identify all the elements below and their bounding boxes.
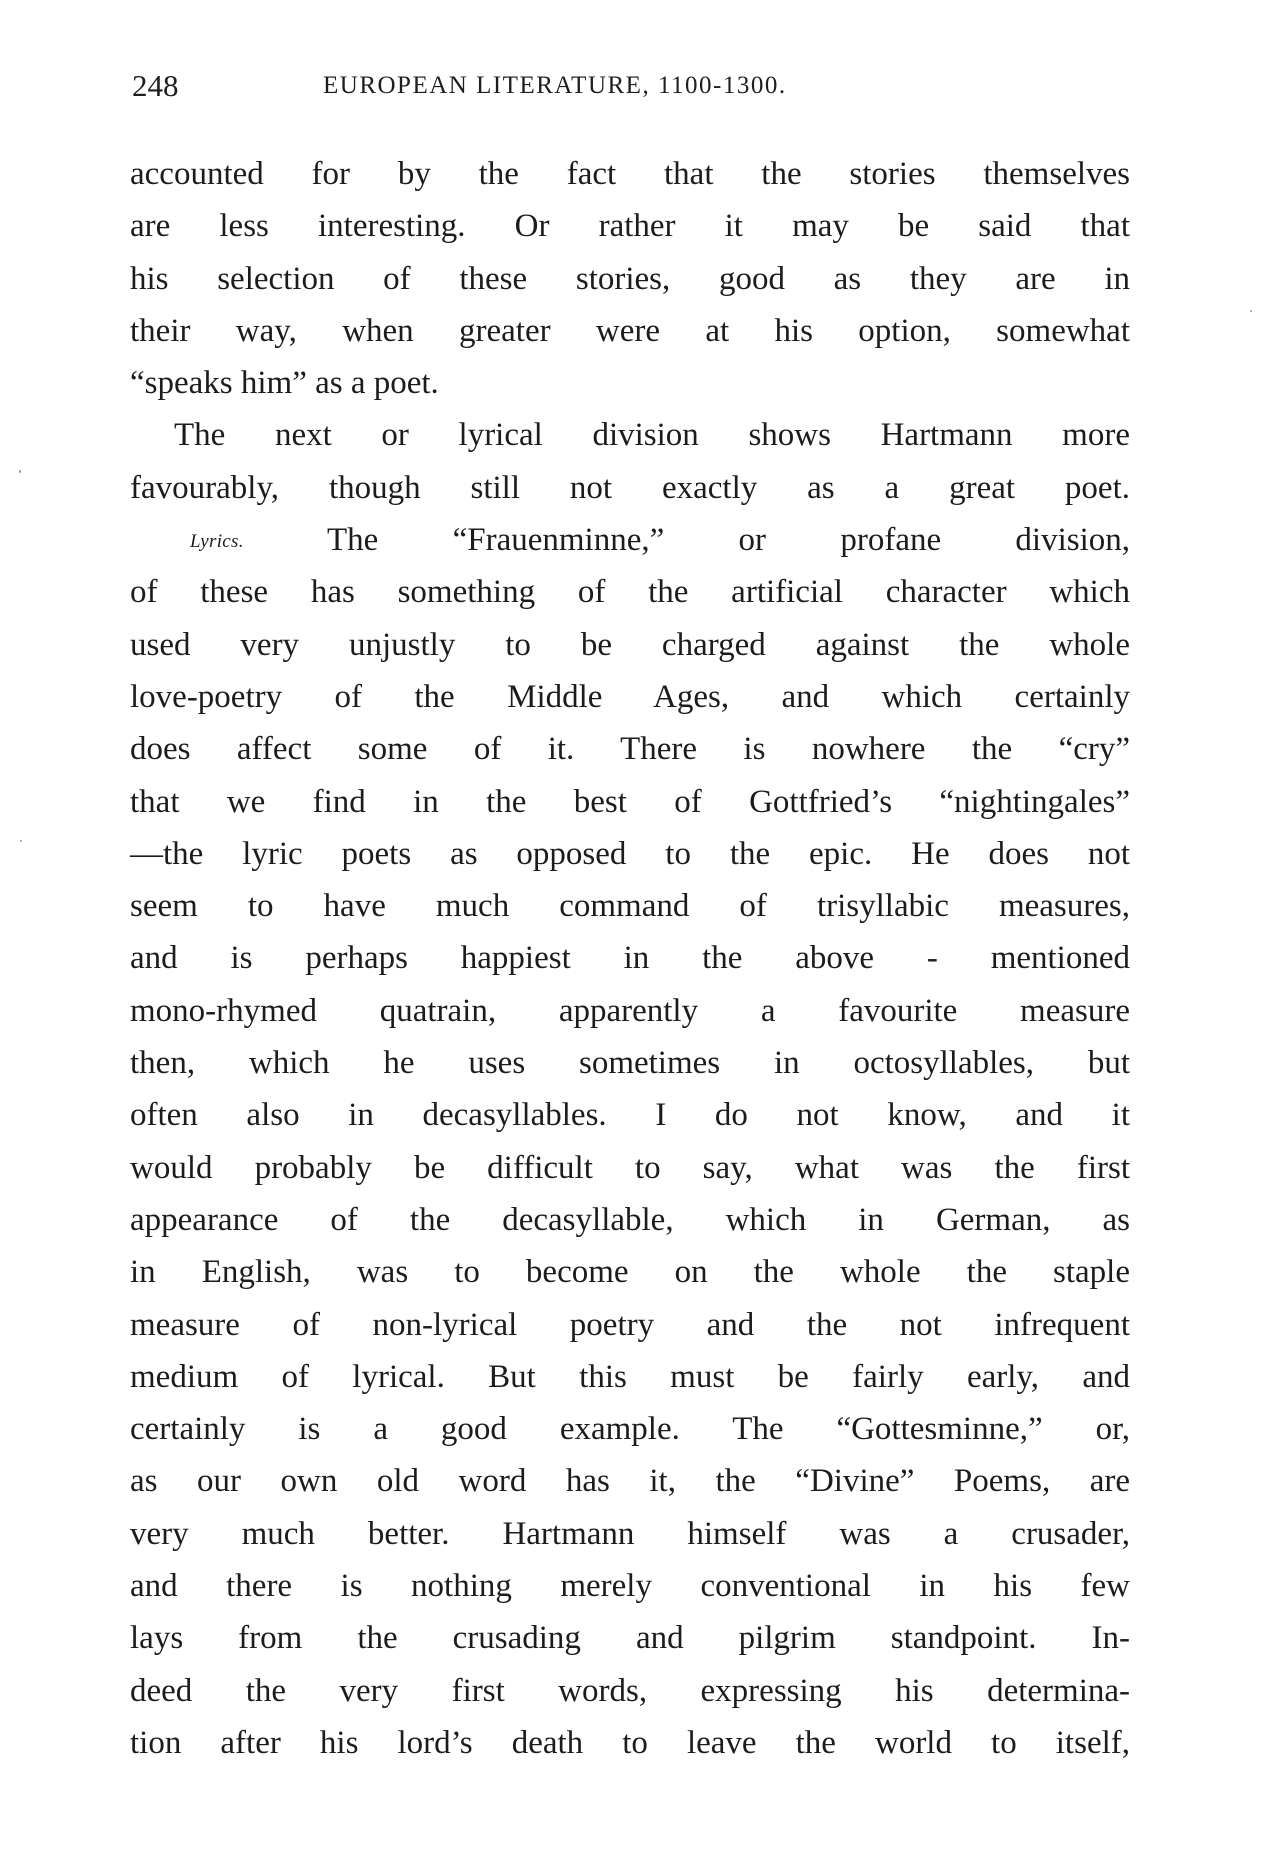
text-line: in English, was to become on the whole the staple [130,1254,1130,1291]
text-line: appearance of the decasyllable, which in German, as [130,1201,1130,1238]
text-line: accounted for by the fact that the stories themselves [130,156,1130,192]
text-line: mono-rhymed quatrain, apparently a favourite measure [130,992,1130,1029]
text-line: certainly is a good example. The “Gottesminne,” or, [130,1411,1130,1448]
text-line: of these has something of the artificial character which [130,574,1130,611]
text-line: his selection of these stories, good as they are in [130,260,1130,297]
text-line: their way, when greater were at his option, somewhat [130,312,1130,349]
text-line: love-poetry of the Middle Ages, and which certainly [130,678,1130,715]
page-number: 248 [132,68,179,103]
text-line: would probably be difficult to say, what was the first [130,1149,1130,1186]
text-line: medium of lyrical. But this must be fairly early, and [130,1358,1130,1395]
text-line: and is perhaps happiest in the above - mentioned [130,940,1130,977]
paper-speck [20,840,22,842]
paper-speck [1250,310,1252,312]
text-line: lays from the crusading and pilgrim standpoint. In- [130,1620,1130,1657]
text-line: seem to have much command of trisyllabic measures, [130,888,1130,925]
text-line: used very unjustly to be charged against the whole [130,626,1130,663]
running-head [132,68,1132,108]
text-line: very much better. Hartmann himself was a crusader, [130,1515,1130,1552]
paragraph-start-line: The next or lyrical division shows Hartmann more [174,417,1130,454]
running-head-title: EUROPEAN LITERATURE, 1100-1300. [323,72,787,99]
sidenote-line [130,514,1130,566]
body-text [130,148,1130,1769]
text-line: tion after his lord’s death to leave the world to itself, [130,1724,1130,1761]
text-line: —the lyric poets as opposed to the epic. He does not [130,835,1130,872]
text-line: as our own old word has it, the “Divine” Poems, are [130,1463,1130,1500]
margin-sidenote: Lyrics. [190,531,244,553]
text-line: “speaks him” as a poet. [130,365,439,402]
text-line: are less interesting. Or rather it may be said that [130,208,1130,245]
sidenote-line-text: The “Frauenminne,” or profane division, [327,522,1130,559]
text-line: then, which he uses sometimes in octosyllables, but [130,1045,1130,1082]
paper-speck [19,470,21,473]
text-line: that we find in the best of Gottfried’s “nightingales” [130,783,1130,820]
text-line: does affect some of it. There is nowhere the “cry” [130,731,1130,768]
text-line: deed the very first words, expressing his determina- [130,1672,1130,1709]
text-line: and there is nothing merely conventional in his few [130,1568,1130,1605]
text-line: often also in decasyllables. I do not know, and it [130,1097,1130,1134]
text-line: measure of non-lyrical poetry and the not infrequent [130,1306,1130,1343]
text-line: favourably, though still not exactly as a great poet. [130,469,1130,506]
